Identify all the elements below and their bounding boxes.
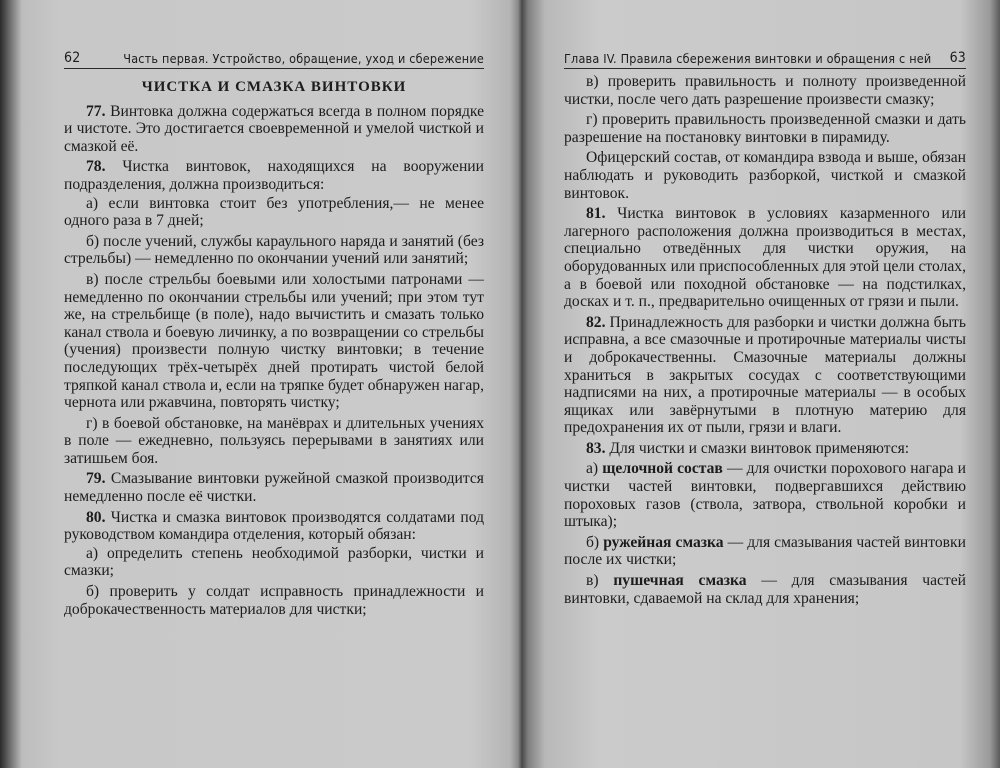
paragraph-text: Чистка и смазка винтовок производятся солдатами под руководством командира отделения, который обязан: [64, 508, 484, 544]
paragraph-number: 79. [86, 470, 106, 488]
paragraph-83-b [564, 534, 966, 569]
running-head: Глава IV. Правила сбережения винтовки и обращения с ней [564, 51, 932, 66]
paragraph-83-v [564, 572, 966, 607]
paragraph-80-g: г) проверить правильность произведенной смазки и дать разрешение на постановку винтовки в пирамиду. [564, 111, 966, 146]
item-term: ружейная смазка [603, 533, 724, 551]
paragraph-number: 80. [86, 508, 106, 526]
paragraph-text: Чистка винтовок в условиях казарменного или лагерного расположения должна производиться в местах, специально отведённых для чистки оружия, на оборудованных или приспособленных для этой цели столах, а в боевой или походной обстановке — на подстилках, досках и т. п., предварительно очищенных от грязи и пыли. [564, 205, 966, 311]
paragraph-79 [64, 470, 484, 505]
item-term: щелочной состав [602, 460, 723, 478]
paragraph-80-a: а) определить степень необходимой разборки, чистки и смазки; [64, 544, 484, 580]
item-prefix: б) [586, 533, 600, 551]
paragraph-number: 82. [586, 313, 606, 331]
item-text: — для очистки порохового нагара и чистки частей винтовки, подвергавшихся действию пороховых газов (ствола, затвора, ствольной коробки и штыка); [564, 460, 966, 531]
page-number: 63 [949, 50, 966, 66]
right-page [564, 0, 966, 768]
running-head: Часть первая. Устройство, обращение, уход и сбережение [123, 51, 484, 66]
paragraph-80 [64, 509, 484, 544]
paragraph-78-b: б) после учений, службы караульного наряда и занятий (без стрельбы) — немедленно по окончании учений или занятий; [64, 232, 484, 268]
left-page-header [64, 40, 484, 69]
paragraph-text: Винтовка должна содержаться всегда в полном порядке и чистоте. Это достигается своевременной и умелой чисткой и смазкой её. [64, 102, 484, 155]
left-page [64, 0, 484, 768]
item-prefix: а) [586, 460, 599, 478]
paragraph-text: Чистка винтовок, находящихся на вооружении подразделения, должна производиться: [64, 158, 484, 193]
paragraph-text: Смазывание винтовки ружейной смазкой производится немедленно после её чистки. [64, 470, 484, 506]
item-text: — для смазывания частей винтовки после их чистки; [564, 533, 966, 569]
paragraph-81 [564, 205, 966, 311]
paragraph-77 [64, 103, 484, 156]
paragraph-78-v: в) после стрельбы боевыми или холостыми патронами — немедленно по окончании стрельбы или учений; при этом тут же, на стрельбище (в поле), надо вычистить и смазать только канал ствола и боевую личинку, а по возвращении со стрельбы (учения) произвести полную чистку винтовки; в течение последующих трёх-четырёх дней протирать чистой белой тряпкой канал ствола и, если на тряпке будет обнаружен нагар, чернота или ржавчина, повторять чистку; [64, 270, 484, 412]
paragraph-number: 78. [86, 158, 106, 176]
item-prefix: в) [586, 572, 599, 590]
item-text: — для смазывания частей винтовки, сдаваемой на склад для хранения; [564, 572, 966, 607]
paragraph-number: 83. [586, 439, 606, 457]
left-page-body [64, 79, 484, 618]
right-page-body [564, 73, 966, 607]
paragraph-number: 81. [586, 205, 606, 223]
paragraph-83-a [564, 460, 966, 530]
item-term: пушечная смазка [613, 572, 747, 590]
paragraph-80-officers: Офицерский состав, от командира взвода и выше, обязан наблюдать и руководить разборкой, чисткой и смазкой винтовок. [564, 149, 966, 202]
paragraph-80-v: в) проверить правильность и полноту произведенной чистки, после чего дать разрешение произвести смазку; [564, 73, 966, 108]
page-number: 62 [64, 50, 81, 66]
paragraph-text: Для чистки и смазки винтовок применяются: [609, 439, 910, 457]
paragraph-text: Принадлежность для разборки и чистки должна быть исправна, а все смазочные и протирочные материалы чисты и доброкачественны. Смазочные материалы должны храниться в закрытых сосудах с соответствующими надписями на них, а протирочные материалы — в особых ящиках или завёрнутыми в плотную материю для предохранения их от пыли, грязи и влаги. [564, 313, 966, 437]
paragraph-78-a: а) если винтовка стоит без употребления,— не менее одного раза в 7 дней; [64, 194, 484, 230]
paragraph-80-b: б) проверить у солдат исправность принадлежности и доброкачественность материалов для чистки; [64, 583, 484, 618]
paragraph-78 [64, 158, 484, 193]
paragraph-number: 77. [86, 102, 106, 120]
right-page-header [564, 40, 966, 69]
paragraph-78-g: г) в боевой обстановке, на манёврах и длительных учениях в поле — ежедневно, пользуясь перерывами в занятиях или затишьем боя. [64, 414, 484, 467]
section-heading: ЧИСТКА И СМАЗКА ВИНТОВКИ [141, 79, 407, 95]
paragraph-83 [564, 440, 966, 458]
paragraph-82 [564, 314, 966, 437]
